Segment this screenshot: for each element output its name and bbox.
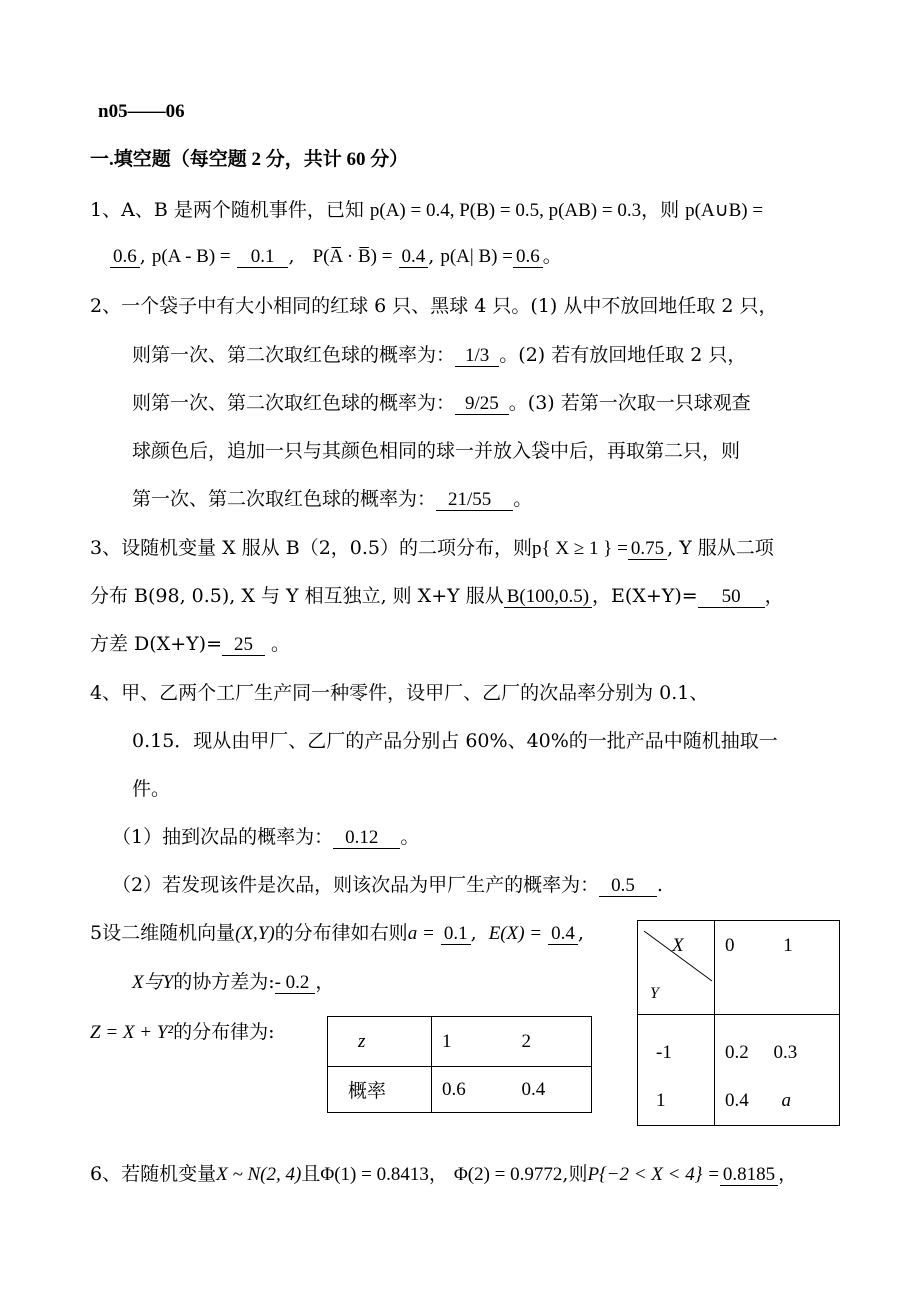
joint-table-row-label: -1: [656, 1042, 672, 1063]
joint-table-col-0: 0: [725, 935, 735, 956]
q3-line2-mid: ，E(X+Y)=: [592, 585, 698, 607]
q6-pre: 6、若随机变量: [90, 1163, 217, 1185]
question-5-line-2: [132, 970, 334, 995]
q1-union-expr: p(A∪B) =: [685, 200, 764, 221]
q2-line2-post: 。(2) 若有放回地任取 2 只，: [499, 344, 747, 366]
q3-line1-pre: 3、设随机变量 X 服从 B（2，0.5）的二项分布，则: [90, 537, 533, 559]
q1-answer-3: 0.4: [399, 246, 429, 268]
q3-line3-pre: 方差 D(X+Y)=: [90, 633, 223, 655]
z-table-prob-label: 概率: [328, 1067, 432, 1113]
question-3-line-1: [90, 536, 774, 561]
z-distribution-table: [327, 1016, 592, 1113]
q2-line3-pre: 则第一次、第二次取红色球的概率为：: [132, 392, 456, 414]
q3-answer-2: B(100,0.5): [504, 586, 592, 608]
question-3-line-2: [90, 584, 784, 609]
q2-answer-1: 1/3: [455, 345, 499, 367]
z-table-header-value: 2: [512, 1017, 592, 1067]
q5-ex-eq: E(X) =: [488, 923, 543, 944]
q2-line5-pre: 第一次、第二次取红色球的概率为：: [132, 488, 437, 510]
joint-distribution-table: [637, 920, 840, 1126]
q2-line5-post: 。: [513, 488, 533, 510]
question-6-line-1: 6、若随机变量X ~ N(2, 4)且Φ(1) = 0.8413， Φ(2) = 0.9772,则P{−2 < X < 4} = 0.8185 ，: [90, 1163, 798, 1185]
question-2-line-2: [132, 343, 746, 368]
q3-line2-post: ，: [764, 585, 784, 607]
question-4-line-3: 件。: [132, 778, 171, 800]
q5-line1-pre: 5设二维随机向量: [90, 922, 236, 944]
q3-answer-1: 0.75: [628, 538, 667, 560]
question-5-line-3: [90, 1020, 275, 1045]
question-1-line-1: [90, 198, 763, 223]
q6-dist: X ~ N(2, 4): [216, 1164, 302, 1185]
question-4-sub-1: [112, 825, 419, 850]
section-title: 一.填空题（每空题 2 分，共计 60 分）: [90, 149, 409, 170]
question-1-line-2: 0.6 , p(A - B) = 0.1 , P(A̅ · B̅) = 0.4 , p(A| B) = 0.6 。: [110, 244, 562, 269]
joint-table-x-label: X: [672, 935, 684, 956]
q1-end: 。: [542, 245, 562, 267]
q1-diff-expr: p(A - B) =: [151, 246, 231, 267]
z-table-header-label: z: [328, 1017, 432, 1067]
q4-answer-2: 0.5: [599, 875, 657, 897]
q1-number: 1、: [90, 199, 122, 221]
joint-table-row-label: 1: [656, 1090, 666, 1111]
q4-sub1-post: 。: [400, 826, 420, 848]
z-table-header-value: 1: [432, 1017, 512, 1067]
q5-answer-2: 0.4: [548, 923, 578, 945]
joint-table-cell: 0.3: [773, 1042, 798, 1063]
q4-sub2-post: .: [656, 874, 663, 896]
z-table-prob-value: 0.4: [512, 1067, 592, 1113]
q1-lead: A、B 是两个随机事件，已知: [121, 199, 364, 221]
q5-a-eq: a =: [407, 923, 435, 944]
q5-vec: (X,Y): [235, 923, 275, 944]
q2-answer-3: 21/55: [436, 489, 513, 511]
q3-line1-post: , Y 服从二项: [667, 537, 774, 559]
q5-z-expr: Z = X + Y²: [90, 1022, 174, 1043]
q2-answer-2: 9/25: [455, 393, 509, 415]
question-2-line-1: 2、一个袋子中有大小相同的红球 6 只、黑球 4 只。(1) 从中不放回地任取 2 只，: [90, 295, 778, 317]
q5-z-post: 的分布律为:: [173, 1021, 275, 1043]
q5-cov-mid: 的协方差为:: [173, 971, 275, 993]
q4-sub2-pre: （2）若发现该件是次品，则该次品为甲厂生产的概率为：: [112, 874, 600, 896]
joint-table-cell: 0.4: [725, 1090, 749, 1111]
joint-table-col-1: 1: [783, 935, 793, 956]
q6-phi1: Φ(1) = 0.8413: [320, 1164, 429, 1185]
q6-prob: P{−2 < X < 4} =: [587, 1164, 720, 1185]
question-3-line-3: [90, 632, 290, 657]
joint-table-cell: 0.2: [725, 1042, 749, 1063]
q6-end: ，: [778, 1163, 798, 1185]
q6-answer-1: 0.8185: [720, 1164, 778, 1186]
question-4-line-2: 0.15．现从由甲厂、乙厂的产品分别占 60%、40%的一批产品中随机抽取一: [132, 730, 778, 752]
q1-given: p(A) = 0.4, P(B) = 0.5, p(AB) = 0.3: [369, 200, 642, 221]
q5-cov-post: ，: [315, 971, 335, 993]
question-4-line-1: 4、甲、乙两个工厂生产同一种零件，设甲厂、乙厂的次品率分别为 0.1、: [90, 682, 709, 704]
q1-cond-expr: p(A| B) =: [440, 246, 513, 267]
question-2-line-5: [132, 487, 532, 512]
question-4-sub-2: [112, 873, 663, 898]
document-code: n05——06: [98, 101, 185, 122]
q3-answer-3: 50: [698, 586, 765, 608]
joint-table-corner: [638, 921, 715, 1015]
joint-table-row-labels: [638, 1015, 715, 1126]
q3-prob-expr: p{ X ≥ 1 } =: [532, 538, 628, 559]
q6-mid: 且: [301, 1163, 321, 1185]
q1-answer-4: 0.6: [513, 246, 543, 268]
z-table-prob-value: 0.6: [432, 1067, 512, 1113]
question-2-line-4: 球颜色后，追加一只与其颜色相同的球一并放入袋中后，再取第二只，则: [132, 440, 741, 462]
q4-answer-1: 0.12: [333, 827, 400, 849]
joint-table-values: [715, 1015, 840, 1126]
q3-line3-post: 。: [265, 633, 291, 655]
q2-line2-pre: 则第一次、第二次取红色球的概率为：: [132, 344, 456, 366]
q5-line1-mid: 的分布律如右则: [274, 922, 408, 944]
q6-mid2: ,则: [562, 1163, 588, 1185]
q2-line3-post: 。(3) 若第一次取一只球观查: [508, 392, 751, 414]
joint-table-col-header: [715, 921, 840, 1015]
q6-phi2: Φ(2) = 0.9772: [453, 1164, 563, 1185]
q3-answer-4: 25: [222, 634, 265, 656]
q5-cov-pre: X与Y: [132, 972, 174, 993]
q1-answer-1: 0.6: [110, 246, 140, 268]
q5-answer-3: - 0.2: [275, 972, 316, 994]
question-5-line-1: 5设二维随机向量(X,Y)的分布律如右则a = 0.1 , E(X) = 0.4 ,: [90, 922, 584, 944]
question-2-line-3: [132, 391, 751, 416]
q1-answer-2: 0.1: [237, 246, 289, 268]
q5-answer-1: 0.1: [441, 923, 471, 945]
joint-table-cell: a: [781, 1090, 791, 1111]
q1-sep: ，则: [641, 199, 680, 221]
q1-comp-expr: P(A̅ · B̅) =: [312, 246, 393, 267]
joint-table-y-label: Y: [650, 985, 659, 1002]
q4-sub1-pre: （1）抽到次品的概率为：: [112, 826, 334, 848]
q3-line2-pre: 分布 B(98, 0.5), X 与 Y 相互独立, 则 X+Y 服从: [90, 585, 504, 607]
